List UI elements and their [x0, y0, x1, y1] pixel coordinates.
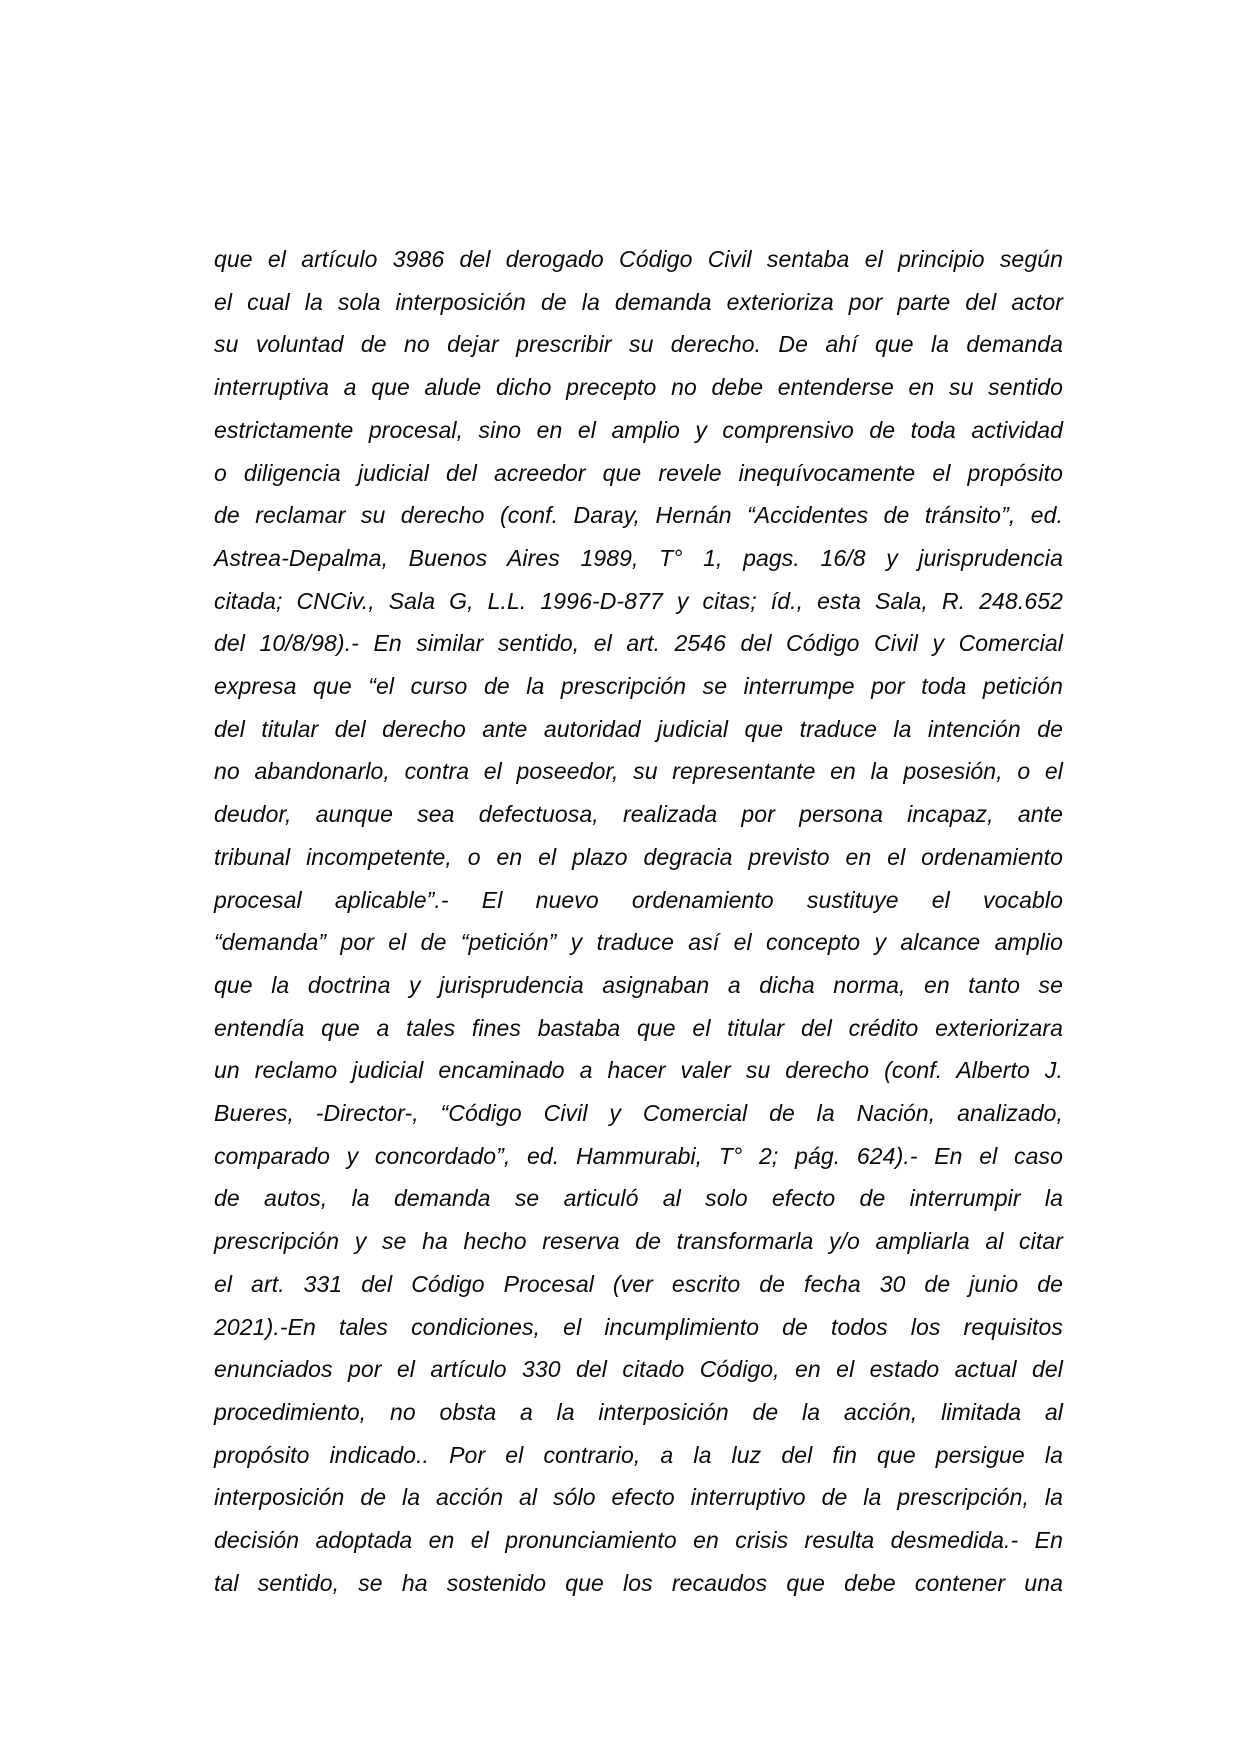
text-line: enunciados por el artículo 330 del citado Código, en el estado actual del: [214, 1356, 1063, 1383]
text-line: estrictamente procesal, sino en el amplio y comprensivo de toda actividad: [214, 416, 1063, 443]
text-line: o diligencia judicial del acreedor que revele inequívocamente el propósito: [214, 459, 1063, 486]
text-line: un reclamo judicial encaminado a hacer valer su derecho (conf. Alberto J.: [214, 1057, 1063, 1084]
text-line: propósito indicado.. Por el contrario, a la luz del fin que persigue la: [214, 1441, 1063, 1468]
body-text: [214, 238, 1063, 1605]
text-line: Bueres, -Director-, “Código Civil y Comercial de la Nación, analizado,: [214, 1100, 1063, 1127]
text-line: deudor, aunque sea defectuosa, realizada por persona incapaz, ante: [214, 801, 1063, 828]
text-line: del titular del derecho ante autoridad judicial que traduce la intención de: [214, 715, 1063, 742]
text-line: procesal aplicable”.- El nuevo ordenamiento sustituye el vocablo: [214, 886, 1063, 913]
text-line: su voluntad de no dejar prescribir su derecho. De ahí que la demanda: [214, 331, 1063, 358]
text-line: prescripción y se ha hecho reserva de transformarla y/o ampliarla al citar: [214, 1228, 1063, 1255]
text-line: el cual la sola interposición de la demanda exterioriza por parte del actor: [214, 288, 1063, 315]
text-line: no abandonarlo, contra el poseedor, su representante en la posesión, o el: [214, 758, 1063, 785]
text-line: que la doctrina y jurisprudencia asignaban a dicha norma, en tanto se: [214, 971, 1063, 998]
text-line: que el artículo 3986 del derogado Código Civil sentaba el principio según: [214, 246, 1063, 272]
text-line: citada; CNCiv., Sala G, L.L. 1996-D-877 y citas; íd., esta Sala, R. 248.652: [214, 587, 1063, 614]
text-line: entendía que a tales fines bastaba que el titular del crédito exteriorizara: [214, 1014, 1063, 1041]
text-line: decisión adoptada en el pronunciamiento en crisis resulta desmedida.- En: [214, 1527, 1063, 1554]
text-line: del 10/8/98).- En similar sentido, el art. 2546 del Código Civil y Comercial: [214, 630, 1063, 657]
text-line: tribunal incompetente, o en el plazo degracia previsto en el ordenamiento: [214, 843, 1063, 870]
text-line: interposición de la acción al sólo efecto interruptivo de la prescripción, la: [214, 1484, 1063, 1511]
text-line: el art. 331 del Código Procesal (ver escrito de fecha 30 de junio de: [214, 1270, 1063, 1297]
text-line: “demanda” por el de “petición” y traduce así el concepto y alcance amplio: [214, 929, 1063, 956]
text-line: 2021).-En tales condiciones, el incumplimiento de todos los requisitos: [214, 1313, 1063, 1340]
text-line: Astrea-Depalma, Buenos Aires 1989, T° 1, pags. 16/8 y jurisprudencia: [214, 544, 1063, 571]
text-line: comparado y concordado”, ed. Hammurabi, T° 2; pág. 624).- En el caso: [214, 1142, 1063, 1169]
text-line: de autos, la demanda se articuló al solo efecto de interrumpir la: [214, 1185, 1063, 1212]
text-line: tal sentido, se ha sostenido que los recaudos que debe contener una: [214, 1569, 1063, 1596]
text-line: interruptiva a que alude dicho precepto no debe entenderse en su sentido: [214, 374, 1063, 401]
text-line: expresa que “el curso de la prescripción se interrumpe por toda petición: [214, 673, 1063, 700]
text-line: procedimiento, no obsta a la interposición de la acción, limitada al: [214, 1398, 1063, 1425]
text-line: de reclamar su derecho (conf. Daray, Hernán “Accidentes de tránsito”, ed.: [214, 502, 1063, 529]
